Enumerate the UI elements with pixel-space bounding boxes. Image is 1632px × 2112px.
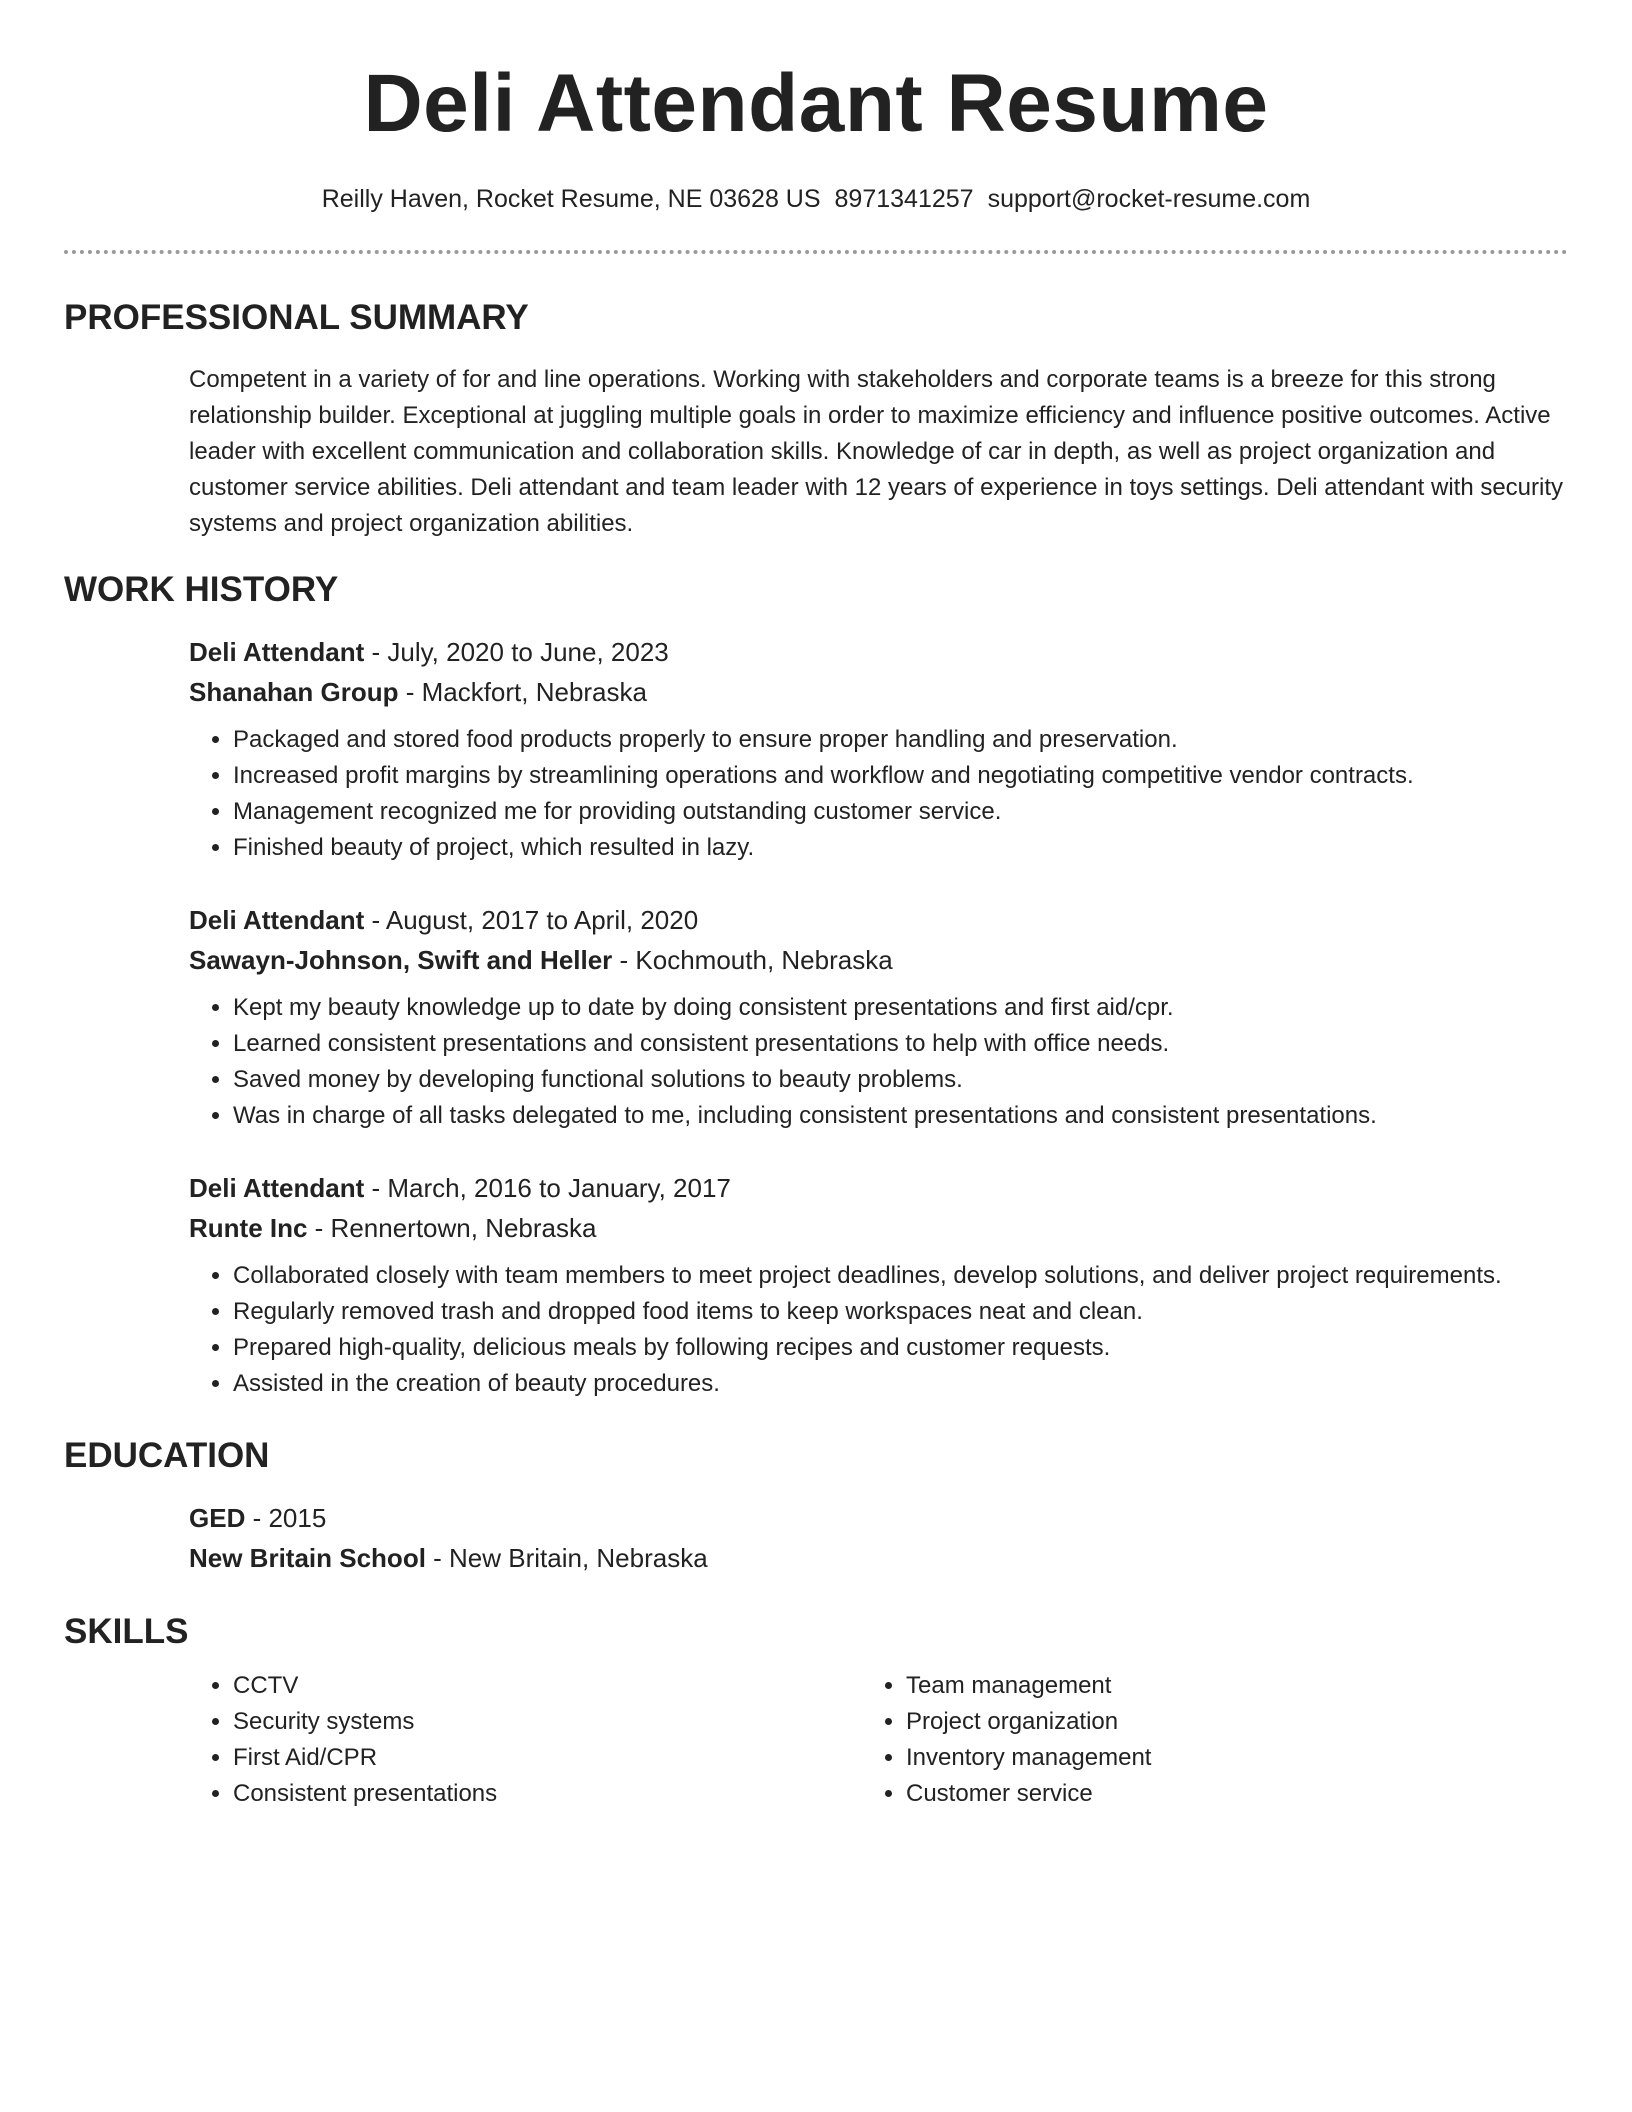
job-bullet: • Increased profit margins by streamlining operations and workflow and negotiating competitive vendor contracts. <box>233 758 1569 794</box>
skills-list <box>862 1668 1502 1812</box>
skills-column-left <box>189 1668 829 1812</box>
job-company: Sawayn-Johnson, Swift and Heller <box>189 945 613 975</box>
contact-email: support@rocket-resume.com <box>987 185 1311 213</box>
job-bullets <box>189 722 1569 866</box>
contact-line <box>0 182 1632 216</box>
skill-item: • Project organization <box>906 1704 1502 1740</box>
education-year: - 2015 <box>245 1503 327 1533</box>
skill-item: • First Aid/CPR <box>233 1740 829 1776</box>
education-entry <box>189 1498 1569 1578</box>
header-divider <box>64 250 1568 254</box>
job-dates: - August, 2017 to April, 2020 <box>364 905 699 935</box>
job-bullet: • Management recognized me for providing outstanding customer service. <box>233 794 1569 830</box>
job-bullet: • Learned consistent presentations and consistent presentations to help with office needs. <box>233 1026 1569 1062</box>
skill-item: • Consistent presentations <box>233 1776 829 1812</box>
job-company-line <box>189 940 1569 980</box>
education-school: New Britain School <box>189 1543 426 1573</box>
job-bullet: • Packaged and stored food products properly to ensure proper handling and preservation. <box>233 722 1569 758</box>
education-location: - New Britain, Nebraska <box>425 1543 708 1573</box>
job-title: Deli Attendant <box>189 637 365 667</box>
job-bullets <box>189 990 1569 1134</box>
job-bullet: • Prepared high-quality, delicious meals by following recipes and customer requests. <box>233 1330 1569 1366</box>
job-location: - Rennertown, Nebraska <box>307 1213 597 1243</box>
job-entry <box>189 900 1569 1134</box>
job-bullet: • Regularly removed trash and dropped food items to keep workspaces neat and clean. <box>233 1294 1569 1330</box>
education-school-line <box>189 1538 1569 1578</box>
job-dates: - March, 2016 to January, 2017 <box>364 1173 731 1203</box>
job-title-line <box>189 900 1569 940</box>
skills-list <box>189 1668 829 1812</box>
skill-item: • Security systems <box>233 1704 829 1740</box>
job-bullet: • Assisted in the creation of beauty procedures. <box>233 1366 1569 1402</box>
job-title: Deli Attendant <box>189 905 365 935</box>
resume-title: Deli Attendant Resume <box>363 58 1269 149</box>
skills-heading: SKILLS <box>64 1612 189 1651</box>
summary-heading: PROFESSIONAL SUMMARY <box>64 298 529 337</box>
skill-item: • Inventory management <box>906 1740 1502 1776</box>
job-title-line <box>189 1168 1569 1208</box>
job-bullets <box>189 1258 1569 1402</box>
summary-text: Competent in a variety of for and line operations. Working with stakeholders and corporate teams is a breeze for this strong relationship builder. Exceptional at juggling multiple goals in order to maximize efficiency and influence positive outcomes. Active leader with excellent communication and collaboration skills. Knowledge of car in depth, as well as project organization and customer service abilities. Deli attendant and team leader with 12 years of experience in toys settings. Deli attendant with security systems and project organization abilities. <box>189 366 1564 537</box>
contact-address: Reilly Haven, Rocket Resume, NE 03628 US <box>321 185 821 213</box>
job-location: - Kochmouth, Nebraska <box>612 945 893 975</box>
job-bullet: • Kept my beauty knowledge up to date by doing consistent presentations and first aid/cpr. <box>233 990 1569 1026</box>
job-company-line <box>189 1208 1569 1248</box>
job-title-line <box>189 632 1569 672</box>
job-location: - Mackfort, Nebraska <box>398 677 647 707</box>
education-degree: GED <box>189 1503 246 1533</box>
skill-item: • Team management <box>906 1668 1502 1704</box>
education-heading: EDUCATION <box>64 1436 270 1475</box>
job-dates: - July, 2020 to June, 2023 <box>364 637 669 667</box>
work-history-heading: WORK HISTORY <box>64 570 339 609</box>
job-title: Deli Attendant <box>189 1173 365 1203</box>
job-entry <box>189 1168 1569 1402</box>
job-company: Shanahan Group <box>189 677 399 707</box>
skill-item: • Customer service <box>906 1776 1502 1812</box>
contact-phone: 8971341257 <box>834 185 974 213</box>
skill-item: • CCTV <box>233 1668 829 1704</box>
job-bullet: • Collaborated closely with team members to meet project deadlines, develop solutions, and deliver project requirements. <box>233 1258 1569 1294</box>
skills-column-right <box>862 1668 1502 1812</box>
job-entry <box>189 632 1569 866</box>
education-degree-line <box>189 1498 1569 1538</box>
job-bullet: • Saved money by developing functional solutions to beauty problems. <box>233 1062 1569 1098</box>
job-company: Runte Inc <box>189 1213 308 1243</box>
job-company-line <box>189 672 1569 712</box>
job-bullet: • Was in charge of all tasks delegated to me, including consistent presentations and consistent presentations. <box>233 1098 1569 1134</box>
job-bullet: • Finished beauty of project, which resulted in lazy. <box>233 830 1569 866</box>
